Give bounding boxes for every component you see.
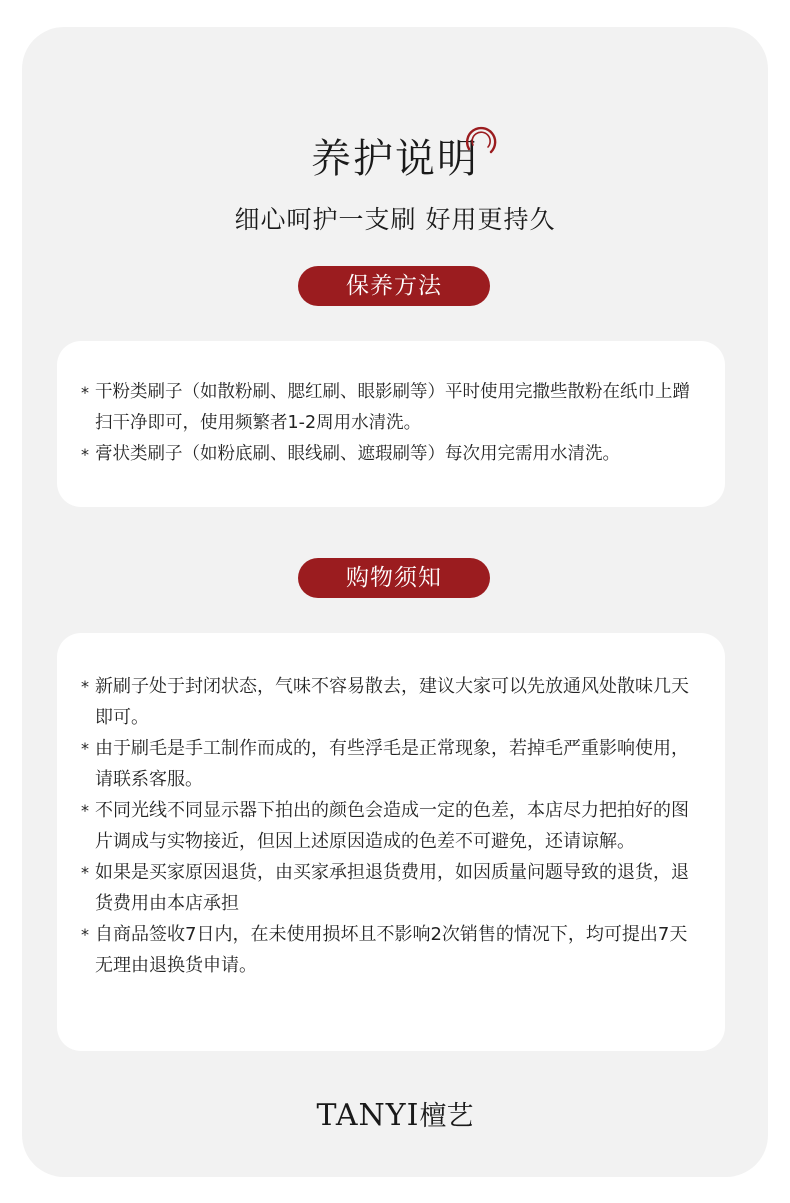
list-item-text: 不同光线不同显示器下拍出的颜色会造成一定的色差，本店尽力把拍好的图片调成与实物接近，但因上述原因造成的色差不可避免，还请谅解。 — [95, 800, 689, 852]
list-item — [81, 795, 699, 857]
page-title — [311, 135, 479, 183]
bullet-star: * — [81, 925, 89, 944]
bullet-star: * — [81, 739, 89, 758]
title-area — [0, 135, 790, 183]
list-item-text: 自商品签收7日内，在未使用损坏且不影响2次销售的情况下，均可提出7天无理由退换货申请。 — [95, 924, 688, 976]
list-item-text: 由于刷毛是手工制作而成的，有些浮毛是正常现象，若掉毛严重影响使用，请联系客服。 — [95, 738, 689, 790]
bullet-star: * — [81, 863, 89, 882]
list-item-text: 膏状类刷子（如粉底刷、眼线刷、遮瑕刷等）每次用完需用水清洗。 — [95, 444, 620, 464]
brush-ring-icon — [461, 121, 501, 161]
brand-chinese: 檀艺 — [419, 1101, 474, 1132]
list-item — [81, 733, 699, 795]
section-care-label: 保养方法 — [298, 266, 490, 306]
bullet-star: * — [81, 445, 89, 464]
care-list — [57, 341, 725, 507]
list-item — [81, 919, 699, 981]
brand-logo — [0, 1094, 790, 1133]
shopping-list — [57, 633, 725, 1051]
list-item-text: 如果是买家原因退货，由买家承担退货费用，如因质量问题导致的退货，退货费用由本店承担 — [95, 862, 689, 914]
bullet-star: * — [81, 801, 89, 820]
list-item — [81, 439, 699, 470]
list-item — [81, 857, 699, 919]
brand-latin: TANYI — [316, 1098, 420, 1133]
section-shopping-label: 购物须知 — [298, 558, 490, 598]
list-item — [81, 377, 699, 439]
bullet-star: * — [81, 383, 89, 402]
page-title-text: 养护说明 — [311, 136, 479, 182]
list-item-text: 新刷子处于封闭状态，气味不容易散去，建议大家可以先放通风处散味几天即可。 — [95, 676, 689, 728]
page-subtitle: 细心呵护一支刷 好用更持久 — [234, 205, 556, 234]
bullet-star: * — [81, 677, 89, 696]
list-item-text: 干粉类刷子（如散粉刷、腮红刷、眼影刷等）平时使用完撒些散粉在纸巾上蹭扫干净即可，使用频繁者1-2周用水清洗。 — [95, 382, 690, 433]
list-item — [81, 671, 699, 733]
